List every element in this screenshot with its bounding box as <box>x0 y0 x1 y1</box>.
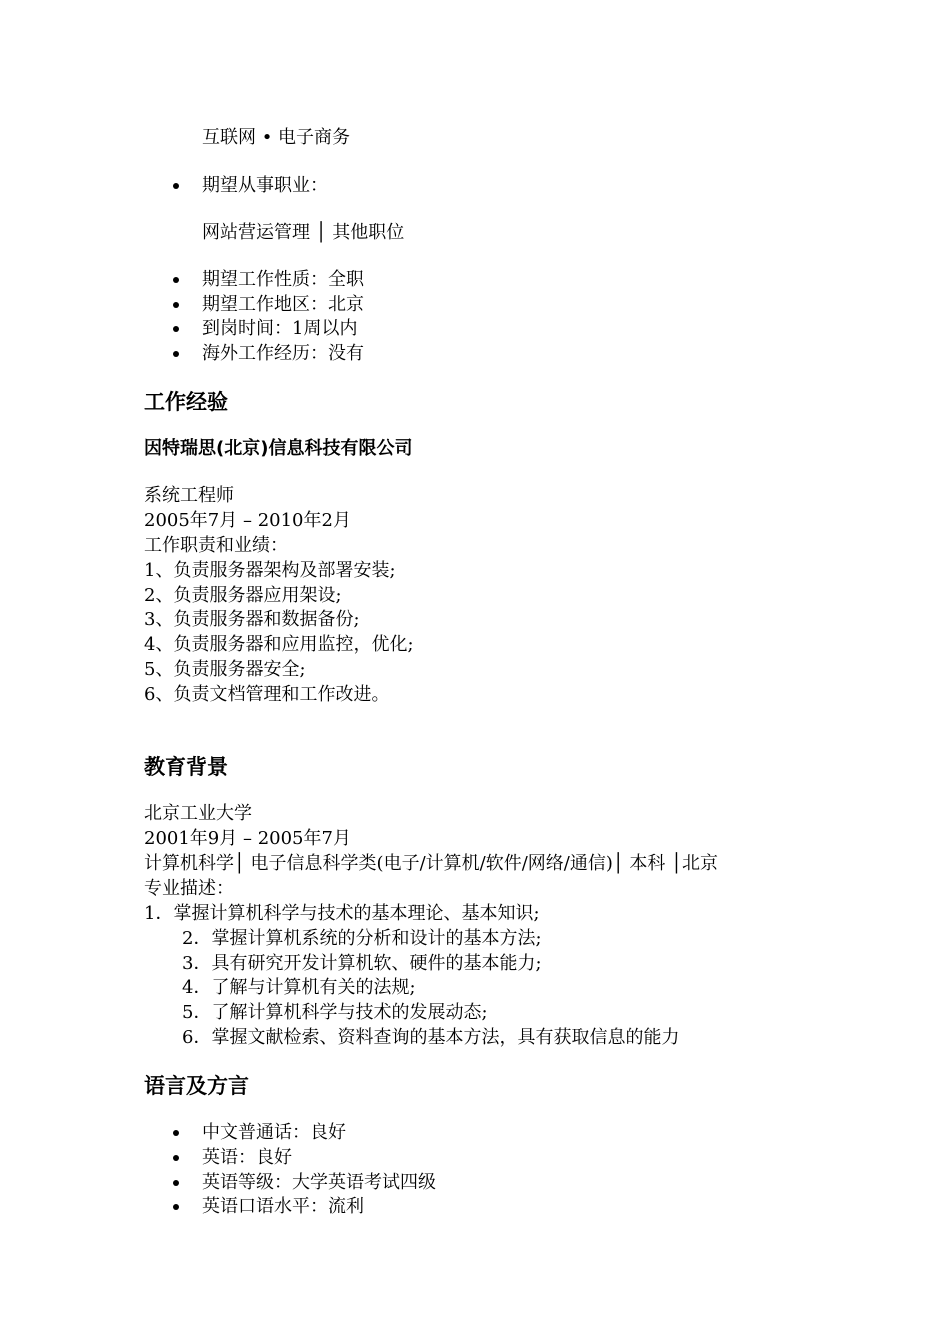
job-label: 期望从事职业： <box>202 175 328 196</box>
intention-item: 到岗时间：1周以内 <box>202 318 358 339</box>
duty-item: 1、负责服务器架构及部署安装; <box>144 560 396 581</box>
job-value: 网站营运管理 │ 其他职位 <box>202 222 405 243</box>
education-heading: 教育背景 <box>144 755 228 779</box>
bullet-icon <box>173 326 179 332</box>
desc-item: 3．具有研究开发计算机软、硬件的基本能力; <box>182 953 542 974</box>
desc-item: 6．掌握文献检索、资料查询的基本方法，具有获取信息的能力 <box>182 1027 680 1048</box>
job-title: 系统工程师 <box>144 485 234 506</box>
intention-item: 期望工作性质：全职 <box>202 269 364 290</box>
duty-item: 3、负责服务器和数据备份; <box>144 609 360 630</box>
language-item: 英语口语水平：流利 <box>202 1196 364 1217</box>
education-period: 2001年9月 – 2005年7月 <box>144 828 351 849</box>
intention-item: 海外工作经历：没有 <box>202 343 364 364</box>
bullet-icon <box>173 1204 179 1210</box>
duty-item: 4、负责服务器和应用监控，优化; <box>144 634 414 655</box>
language-heading: 语言及方言 <box>144 1074 249 1098</box>
desc-item: 4．了解与计算机有关的法规; <box>182 977 416 998</box>
bullet-icon <box>173 183 179 189</box>
language-item: 英语：良好 <box>202 1147 292 1168</box>
desc-item: 1．掌握计算机科学与技术的基本理论、基本知识; <box>144 903 540 924</box>
work-heading: 工作经验 <box>144 390 228 414</box>
desc-item: 5．了解计算机科学与技术的发展动态; <box>182 1002 488 1023</box>
company-name: 因特瑞思(北京)信息科技有限公司 <box>144 438 413 459</box>
bullet-icon <box>173 1155 179 1161</box>
major-line: 计算机科学│ 电子信息科学类(电子/计算机/软件/网络/通信)│ 本科 │北京 <box>144 853 718 874</box>
language-item: 中文普通话：良好 <box>202 1122 346 1143</box>
work-period: 2005年7月 – 2010年2月 <box>144 510 351 531</box>
duty-item: 6、负责文档管理和工作改进。 <box>144 684 390 705</box>
language-item: 英语等级：大学英语考试四级 <box>202 1172 436 1193</box>
desc-label: 专业描述： <box>144 878 234 899</box>
duty-item: 5、负责服务器安全; <box>144 659 306 680</box>
duty-item: 2、负责服务器应用架设; <box>144 585 342 606</box>
industry-value: 互联网 • 电子商务 <box>202 127 351 148</box>
duties-label: 工作职责和业绩： <box>144 535 288 556</box>
intention-item: 期望工作地区：北京 <box>202 294 364 315</box>
desc-item: 2．掌握计算机系统的分析和设计的基本方法; <box>182 928 542 949</box>
school-name: 北京工业大学 <box>144 803 252 824</box>
bullet-icon <box>173 302 179 308</box>
bullet-icon <box>173 1130 179 1136</box>
bullet-icon <box>173 351 179 357</box>
bullet-icon <box>173 277 179 283</box>
bullet-icon <box>173 1180 179 1186</box>
